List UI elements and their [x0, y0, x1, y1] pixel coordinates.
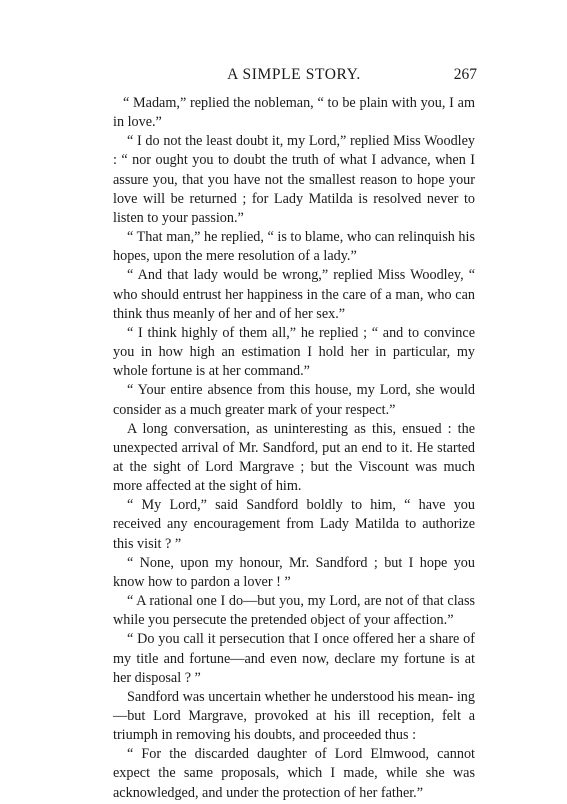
paragraph: “ Do you call it persecution that I once offered her a share of my title and fortune—and even now, declare my fortune is at her disposal ? ”	[113, 631, 475, 686]
page-number: 267	[453, 66, 477, 83]
body-text	[113, 94, 475, 803]
paragraph: “ That man,” he replied, “ is to blame, who can relinquish his hopes, upon the mere resolution of a lady.”	[113, 229, 475, 265]
paragraph: Sandford was uncertain whether he understood his mean- ing—but Lord Margrave, provoked at his ill reception, felt a triumph in removing his doubts, and proceeded thus :	[113, 688, 475, 744]
paragraph: “ None, upon my honour, Mr. Sandford ; but I hope you know how to pardon a lover ! ”	[113, 554, 475, 590]
paragraph	[113, 94, 475, 132]
paragraph: “ My Lord,” said Sandford boldly to him, “ have you received any encouragement from Lady Matilda to authorize this visit ? ”	[113, 497, 475, 552]
paragraph-text: “ Madam,” replied the nobleman, “ to be plain with you, I am in love.”	[113, 95, 475, 131]
paragraph: “ For the discarded daughter of Lord Elmwood, cannot expect the same proposals, which I made, while she was acknowledged, and under the protection of her father.”	[113, 746, 475, 801]
paragraph: “ Your entire absence from this house, my Lord, she would consider as a much greater mark of your respect.”	[113, 382, 475, 418]
paragraph: A long conversation, as uninteresting as this, ensued : the unexpected arrival of Mr. Sandford, put an end to it. He started at the sight of Lord Margrave ; but the Viscount was much more affected at the sight of him.	[113, 420, 475, 495]
page-header	[113, 66, 475, 86]
paragraph: “ A rational one I do—but you, my Lord, are not of that class while you persecute the pretended object of your affection.”	[113, 593, 475, 629]
paragraph: “ And that lady would be wrong,” replied Miss Woodley, “ who should entrust her happiness in the care of a man, who can think thus meanly of her and of her sex.”	[113, 267, 475, 322]
paragraph: “ I think highly of them all,” he replied ; “ and to convince you in how high an estimation I hold her in particular, my whole fortune is at her command.”	[113, 324, 475, 380]
running-title: A SIMPLE STORY.	[227, 66, 361, 83]
paragraph: “ I do not the least doubt it, my Lord,” replied Miss Woodley : “ nor ought you to doubt the truth of what I advance, when I assure you, that you have not the smallest reason to hope your love will be returned ; for Lady Matilda is resolved never to listen to your passion.”	[113, 133, 475, 226]
